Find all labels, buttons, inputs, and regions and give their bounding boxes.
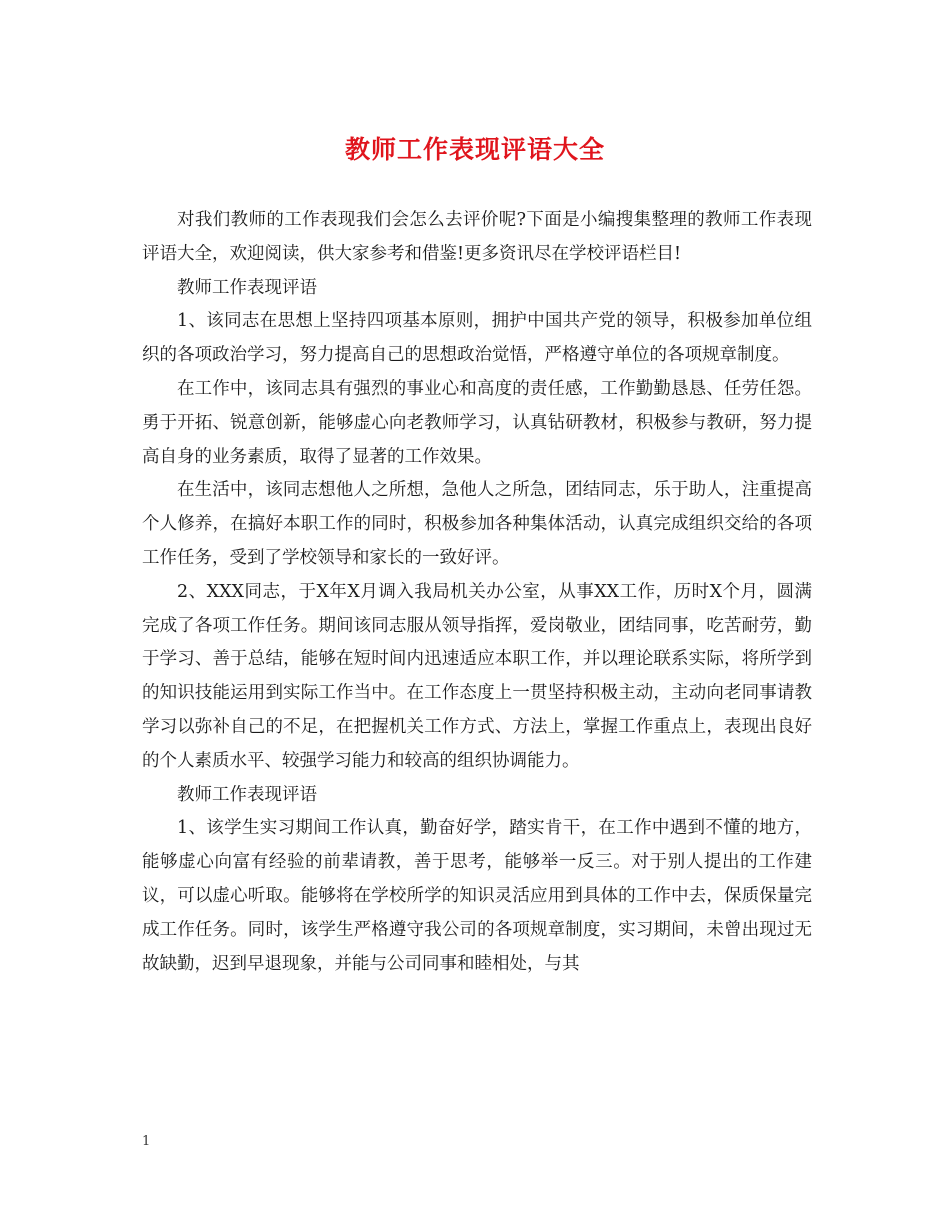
section-heading: 教师工作表现评语 (177, 784, 317, 805)
paragraph: 2、XXX同志，于X年X月调入我局机关办公室，从事XX工作，历时X个月，圆满完成了各项工作任务。期间该同志服从领导指挥，爱岗敬业，团结同事，吃苦耐劳，勤于学习、善于总结，能够在短时间内迅速适应本职工作，并以理论联系实际，将所学到的知识技能运用到实际工作当中。在工作态度上一贯坚持积极主动，主动向老同事请教学习以弥补自己的不足，在把握机关工作方式、方法上，掌握工作重点上，表现出良好的个人素质水平、较强学习能力和较高的组织协调能力。 (142, 581, 812, 771)
paragraph-intro: 对我们教师的工作表现我们会怎么去评价呢?下面是小编搜集整理的教师工作表现评语大全，欢迎阅读，供大家参考和借鉴!更多资讯尽在学校评语栏目! (142, 210, 812, 264)
paragraph: 在工作中，该同志具有强烈的事业心和高度的责任感，工作勤勤恳恳、任劳任怨。勇于开拓、锐意创新，能够虚心向老教师学习，认真钻研教材，积极参与教研，努力提高自身的业务素质，取得了显著的工作效果。 (142, 378, 812, 467)
paragraph: 在生活中，该同志想他人之所想，急他人之所急，团结同志，乐于助人，注重提高个人修养，在搞好本职工作的同时，积极参加各种集体活动，认真完成组织交给的各项工作任务，受到了学校领导和家长的一致好评。 (142, 480, 812, 568)
page-number: 1 (142, 1134, 151, 1149)
document-body (142, 204, 812, 981)
paragraph: 1、该同志在思想上坚持四项基本原则，拥护中国共产党的领导，积极参加单位组织的各项政治学习，努力提高自己的思想政治觉悟，严格遵守单位的各项规章制度。 (142, 311, 812, 366)
section-heading: 教师工作表现评语 (177, 277, 317, 298)
document-title: 教师工作表现评语大全 (344, 135, 605, 164)
paragraph: 1、该学生实习期间工作认真，勤奋好学，踏实肯干，在工作中遇到不懂的地方，能够虚心向富有经验的前辈请教，善于思考，能够举一反三。对于别人提出的工作建议，可以虚心听取。能够将在学校所学的知识灵活应用到具体的工作中去，保质保量完成工作任务。同时，该学生严格遵守我公司的各项规章制度，实习期间，未曾出现过无故缺勤，迟到早退现象，并能与公司同事和睦相处，与其 (142, 818, 812, 974)
